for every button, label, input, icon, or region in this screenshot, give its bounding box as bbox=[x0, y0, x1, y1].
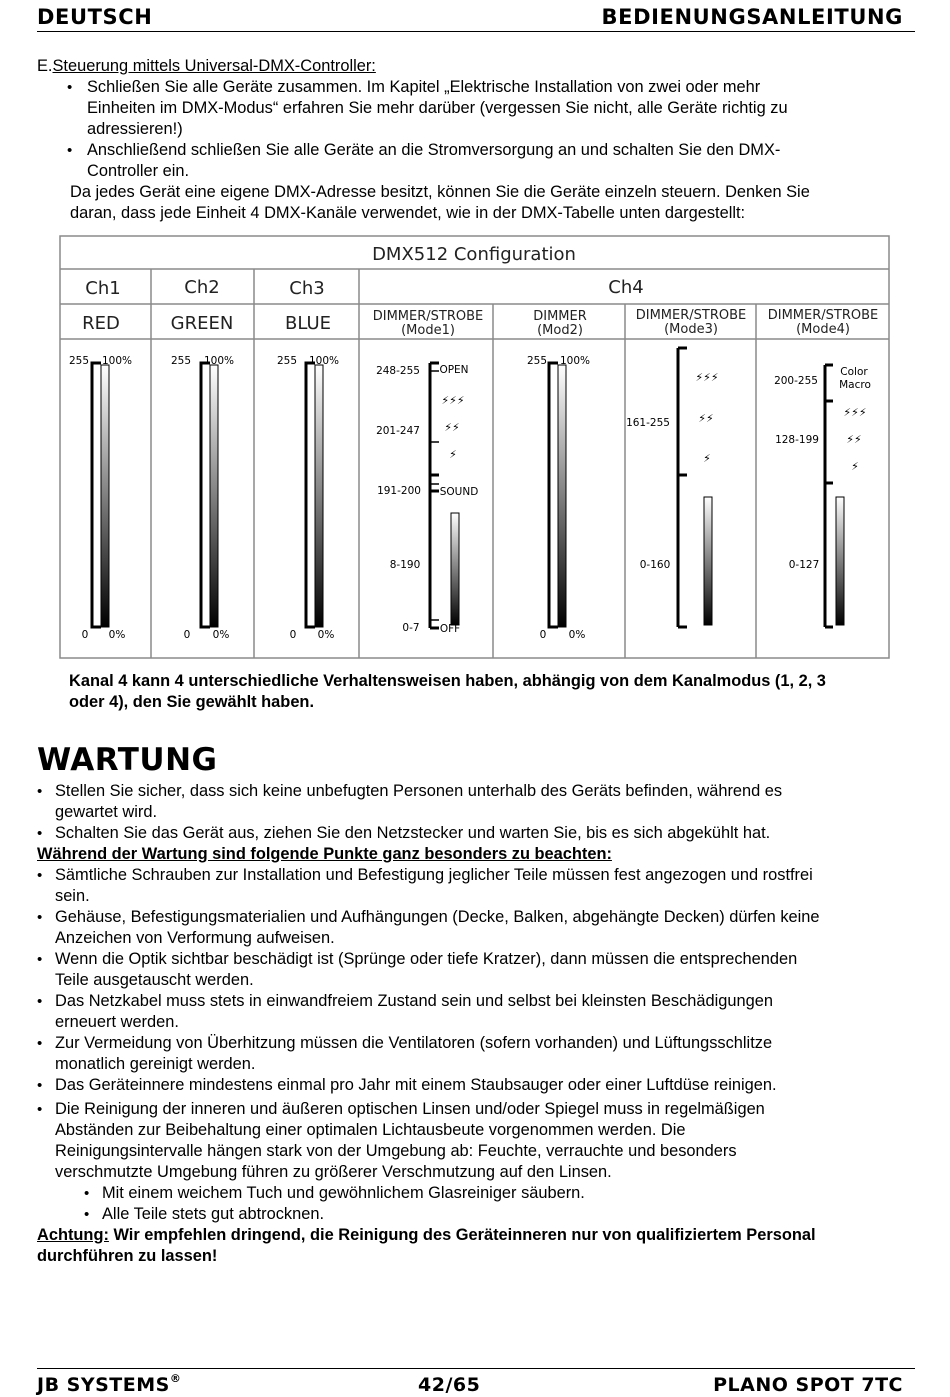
scale-top-value: 255 bbox=[276, 355, 298, 367]
range-label: 200-255 bbox=[774, 375, 818, 387]
text-line: Abständen zur Beibehaltung einer optimalen Lichtausbeute vorgenommen werden. Die bbox=[55, 1121, 686, 1139]
text-line: • Die Reinigung der inneren und äußeren optischen Linsen und/oder Spiegel muss in regelmäßigen bbox=[55, 1100, 765, 1118]
color-macro-label: Color bbox=[840, 366, 868, 378]
mode2-name: DIMMER bbox=[533, 309, 587, 324]
header-doc-type: BEDIENUNGSANLEITUNG bbox=[601, 5, 903, 29]
text-line: gewartet wird. bbox=[55, 803, 158, 821]
text-line: oder 4), den Sie gewählt haben. bbox=[69, 693, 314, 711]
text-line: • Schalten Sie das Gerät aus, ziehen Sie den Netzstecker und warten Sie, bis es sich abgekühlt hat. bbox=[55, 824, 771, 842]
strobe-slow-icon: ⚡ bbox=[449, 448, 457, 461]
brand-text: JB SYSTEMS bbox=[37, 1374, 170, 1396]
text-line: • Wenn die Optik sichtbar beschädigt ist (Sprünge oder tiefe Kratzer), dann müssen die entsprechenden bbox=[55, 950, 798, 968]
text-line: Anzeichen von Verformung aufweisen. bbox=[55, 929, 335, 947]
strobe-fast-icon: ⚡⚡⚡ bbox=[843, 406, 867, 419]
text-line: erneuert werden. bbox=[55, 1013, 179, 1031]
mode1-label: (Mode1) bbox=[401, 323, 455, 338]
sub-list-item bbox=[37, 1183, 917, 1204]
registered-mark: ® bbox=[169, 1372, 182, 1385]
list-item bbox=[37, 1033, 917, 1075]
list-item bbox=[37, 1099, 917, 1183]
list-item bbox=[37, 991, 917, 1033]
scale-top-percent: 100% bbox=[101, 355, 133, 367]
text-line: • Gehäuse, Befestigungsmaterialien und Aufhängungen (Decke, Balken, abgehängte Decken) dürfen keine bbox=[55, 908, 820, 926]
footer-brand bbox=[37, 1374, 181, 1396]
scale-bottom-value: 0 bbox=[183, 629, 191, 641]
channel4-note bbox=[69, 671, 919, 713]
mode3-scale bbox=[626, 348, 719, 627]
text-line: Teile ausgetauscht werden. bbox=[55, 971, 254, 989]
text-line: Reinigungsintervalle hängen stark von der Umgebung ab: Feuchte, verrauchte und besonders bbox=[55, 1142, 737, 1160]
strobe-slow-icon: ⚡ bbox=[703, 452, 711, 465]
text-line: Wir empfehlen dringend, die Reinigung des Geräteinneren nur von qualifiziertem Personal bbox=[108, 1226, 816, 1244]
text-line: • Sämtliche Schrauben zur Installation und Befestigung jeglicher Teile müssen fest angezogen und rostfrei bbox=[55, 866, 813, 884]
scale-bottom-percent: 0% bbox=[108, 629, 126, 641]
mode2-label: (Mod2) bbox=[537, 323, 583, 338]
list-item bbox=[37, 781, 917, 823]
ch1-header: Ch1 bbox=[85, 278, 121, 299]
range-label: 0-127 bbox=[788, 559, 820, 571]
ch2-name: GREEN bbox=[170, 313, 234, 334]
list-item bbox=[37, 865, 917, 907]
ch2-header: Ch2 bbox=[184, 277, 220, 298]
ch3-header: Ch3 bbox=[289, 278, 325, 299]
text-line: • Alle Teile stets gut abtrocknen. bbox=[102, 1205, 325, 1223]
text-line: • Das Geräteinnere mindestens einmal pro Jahr mit einem Staubsauger oder einer Luftdüse reinigen. bbox=[55, 1076, 777, 1094]
range-label: 128-199 bbox=[775, 434, 819, 446]
scale-bottom-value: 0 bbox=[289, 629, 297, 641]
scale-bottom-percent: 0% bbox=[212, 629, 230, 641]
footer-product: PLANO SPOT 7TC bbox=[713, 1374, 903, 1396]
list-item bbox=[37, 140, 917, 182]
strobe-slow-icon: ⚡ bbox=[851, 460, 859, 473]
ch3-scale bbox=[277, 355, 339, 641]
scale-bottom-value: 0 bbox=[539, 629, 547, 641]
page-header bbox=[37, 2, 915, 32]
range-label: 191-200 bbox=[377, 485, 421, 497]
list-item bbox=[37, 77, 917, 140]
scale-bottom-percent: 0% bbox=[317, 629, 335, 641]
dmx-config-table bbox=[59, 235, 891, 660]
color-macro-label: Macro bbox=[839, 379, 871, 391]
text-line: • Das Netzkabel muss stets in einwandfreiem Zustand sein und selbst bei kleinsten Beschädigungen bbox=[55, 992, 773, 1010]
ch2-scale bbox=[171, 355, 234, 641]
ch3-name: BLUE bbox=[284, 313, 332, 334]
scale-bottom-value: 0 bbox=[81, 629, 89, 641]
text-line: • Anschließend schließen Sie alle Geräte an die Stromversorgung an und schalten Sie den DMX- bbox=[87, 141, 781, 159]
section-e-heading: Steuerung mittels Universal-DMX-Controller: bbox=[52, 57, 376, 75]
attention-note bbox=[37, 1225, 917, 1267]
ch4-header: Ch4 bbox=[608, 277, 644, 298]
ch1-name: RED bbox=[82, 313, 120, 334]
mode1-name: DIMMER/STROBE bbox=[372, 309, 484, 324]
mode2-scale bbox=[527, 355, 590, 641]
list-item bbox=[37, 1075, 917, 1096]
mode4-label: (Mode4) bbox=[796, 322, 850, 337]
range-label: 8-190 bbox=[389, 559, 421, 571]
strobe-medium-icon: ⚡⚡ bbox=[698, 412, 714, 425]
list-item bbox=[37, 823, 917, 844]
mode3-name: DIMMER/STROBE bbox=[635, 308, 747, 323]
range-open-label: OPEN bbox=[439, 364, 469, 376]
scale-top-percent: 100% bbox=[559, 355, 591, 367]
intro-paragraph bbox=[37, 182, 917, 224]
text-line: Kanal 4 kann 4 unterschiedliche Verhaltensweisen haben, abhängig von dem Kanalmodus (1, 2, 3 bbox=[69, 672, 826, 690]
maintenance-title: WARTUNG bbox=[37, 742, 218, 778]
range-sound-label: SOUND bbox=[439, 486, 479, 498]
maintenance-subheading: Während der Wartung sind folgende Punkte ganz besonders zu beachten: bbox=[37, 845, 612, 863]
scale-bottom-percent: 0% bbox=[568, 629, 586, 641]
text-line: • Stellen Sie sicher, dass sich keine unbefugten Personen unterhalb des Geräts befinden, während es bbox=[55, 782, 783, 800]
strobe-medium-icon: ⚡⚡ bbox=[846, 433, 862, 446]
list-item bbox=[37, 907, 917, 949]
text-line: Einheiten im DMX-Modus“ erfahren Sie mehr darüber (vergessen Sie nicht, alle Geräte richtig zu bbox=[87, 99, 788, 117]
text-line: • Zur Vermeidung von Überhitzung müssen die Ventilatoren (sofern vorhanden) und Lüftungsschlitze bbox=[55, 1034, 773, 1052]
mode1-scale bbox=[376, 363, 478, 635]
scale-top-value: 255 bbox=[68, 355, 90, 367]
text-line: adressieren!) bbox=[87, 120, 183, 138]
mode3-label: (Mode3) bbox=[664, 322, 718, 337]
attention-label: Achtung: bbox=[37, 1226, 109, 1244]
page-footer bbox=[37, 1368, 915, 1397]
range-label: 161-255 bbox=[626, 417, 670, 429]
range-label: 0-7 bbox=[402, 622, 420, 634]
strobe-medium-icon: ⚡⚡ bbox=[444, 421, 460, 434]
text-line: daran, dass jede Einheit 4 DMX-Kanäle verwendet, wie in der DMX-Tabelle unten dargestellt: bbox=[70, 204, 746, 222]
text-line: monatlich gereinigt werden. bbox=[55, 1055, 256, 1073]
section-e-title bbox=[37, 56, 917, 77]
text-line: verschmutzte Umgebung führen zu größerer Verschmutzung auf den Linsen. bbox=[55, 1163, 612, 1181]
page-number: 42/65 bbox=[418, 1374, 481, 1396]
text-line: • Schließen Sie alle Geräte zusammen. Im Kapitel „Elektrische Installation von zwei oder mehr bbox=[87, 78, 761, 96]
list-item bbox=[37, 949, 917, 991]
mode4-name: DIMMER/STROBE bbox=[767, 308, 879, 323]
section-e-label: E. bbox=[37, 57, 53, 75]
scale-top-value: 255 bbox=[526, 355, 548, 367]
scale-top-percent: 100% bbox=[308, 355, 340, 367]
strobe-fast-icon: ⚡⚡⚡ bbox=[441, 394, 465, 407]
header-language: DEUTSCH bbox=[37, 5, 153, 29]
range-off-label: OFF bbox=[439, 623, 461, 635]
strobe-fast-icon: ⚡⚡⚡ bbox=[695, 371, 719, 384]
text-line: sein. bbox=[55, 887, 90, 905]
table-title: DMX512 Configuration bbox=[372, 244, 576, 265]
section-e bbox=[37, 56, 917, 224]
text-line: • Mit einem weichem Tuch und gewöhnlichem Glasreiniger säubern. bbox=[102, 1184, 585, 1202]
scale-top-percent: 100% bbox=[203, 355, 235, 367]
range-label: 248-255 bbox=[376, 365, 420, 377]
scale-top-value: 255 bbox=[170, 355, 192, 367]
range-label: 201-247 bbox=[376, 425, 420, 437]
ch1-scale bbox=[69, 355, 132, 641]
text-line: durchführen zu lassen! bbox=[37, 1247, 218, 1265]
mode4-scale bbox=[774, 365, 871, 627]
maintenance-section bbox=[37, 781, 917, 1267]
text-line: Da jedes Gerät eine eigene DMX-Adresse besitzt, können Sie die Geräte einzeln steuern. Denken Sie bbox=[70, 183, 810, 201]
sub-list-item bbox=[37, 1204, 917, 1225]
text-line: Controller ein. bbox=[87, 162, 190, 180]
range-label: 0-160 bbox=[639, 559, 671, 571]
